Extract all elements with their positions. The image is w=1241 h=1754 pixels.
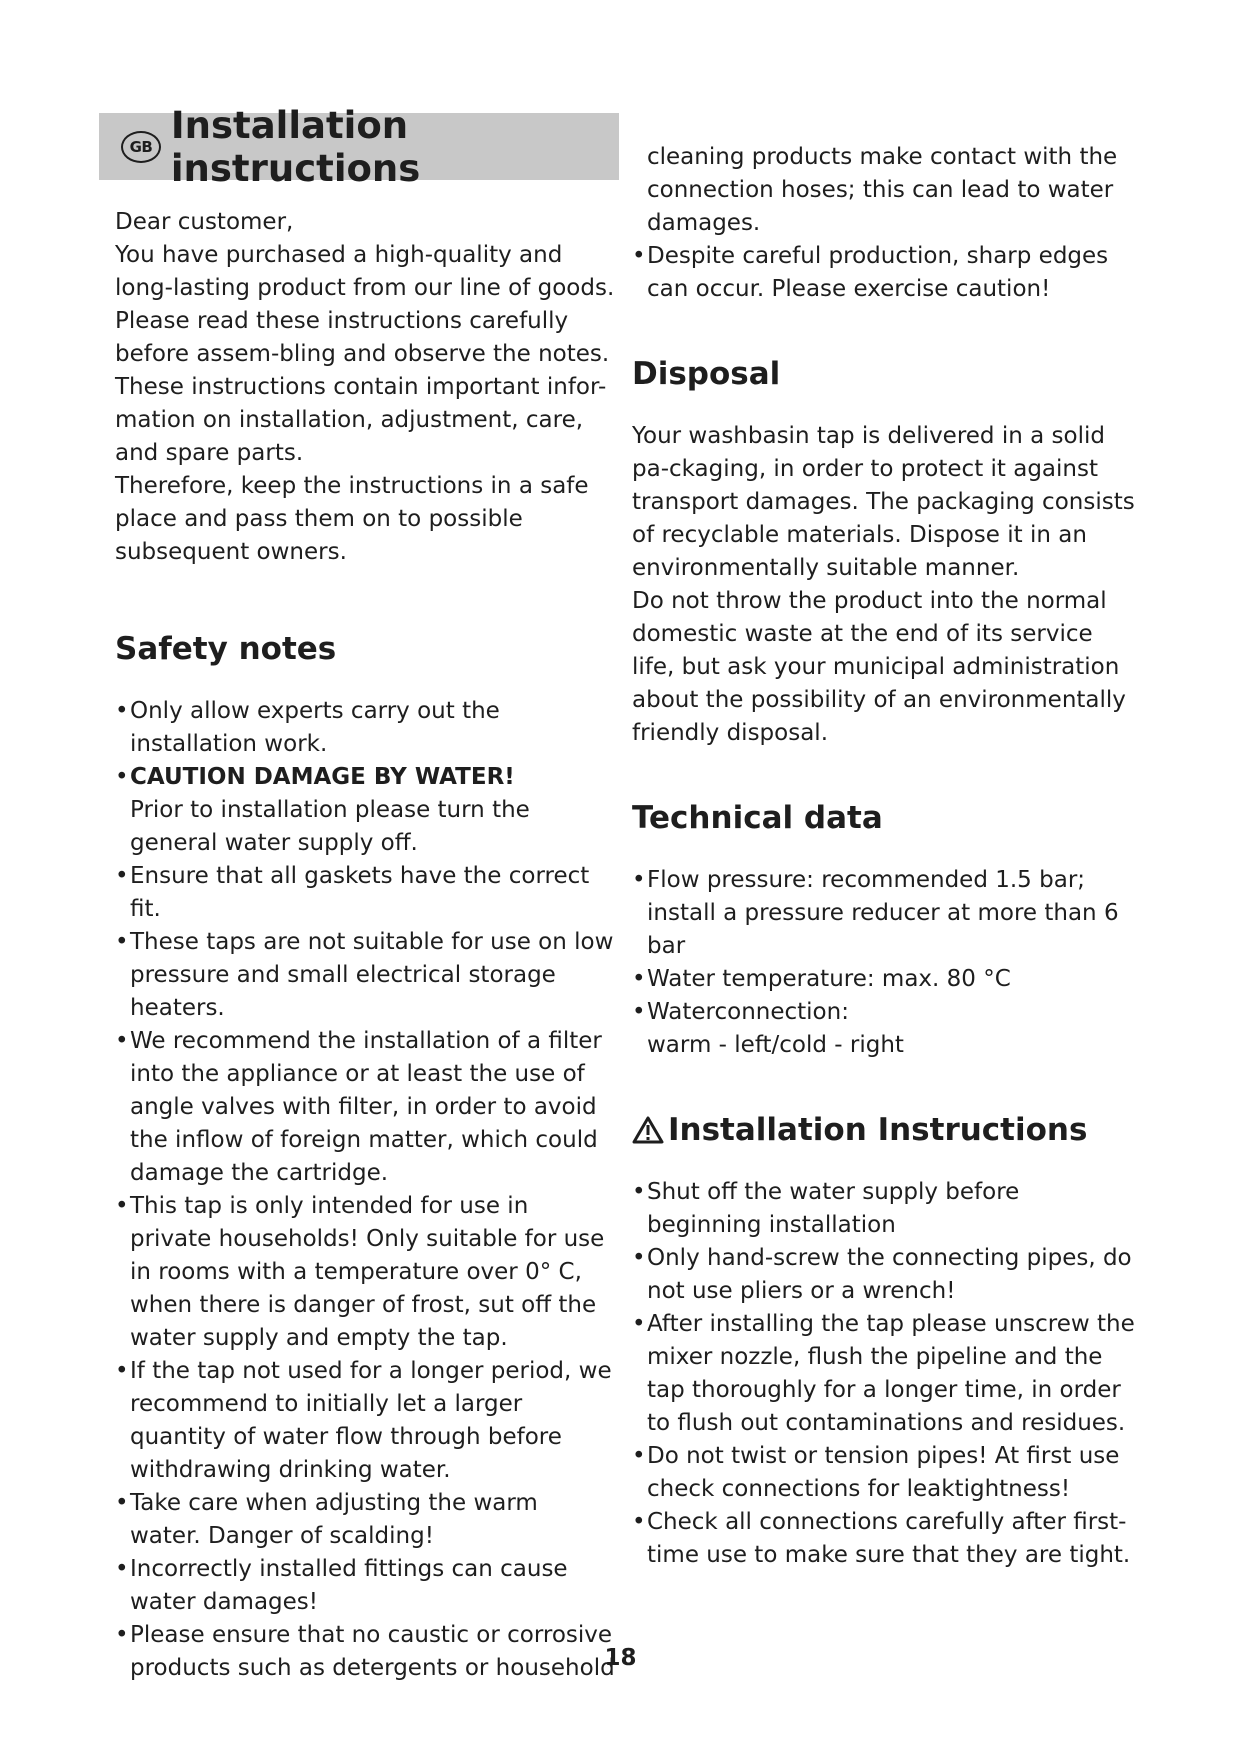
warning-triangle-icon <box>632 1115 664 1145</box>
list-item: • Water temperature: max. 80 °C <box>632 963 1137 996</box>
list-item: • Ensure that all gaskets have the correct fit. <box>115 860 615 926</box>
safety-list <box>115 695 615 1685</box>
connection-detail: warm - left/cold - right <box>647 1032 904 1058</box>
gb-country-badge: GB <box>121 131 161 163</box>
intro-greeting: Dear customer, <box>115 209 294 235</box>
disposal-paragraph: Do not throw the product into the normal domestic waste at the end of its service life, but ask your municipal administration about the possibility of an environmentally friendly disposal. <box>632 588 1126 746</box>
list-item: • Only hand-screw the connecting pipes, do not use pliers or a wrench! <box>632 1242 1137 1308</box>
list-item: • If the tap not used for a longer period, we recommend to initially let a larger quantity of water flow through before withdrawing drinking water. <box>115 1355 615 1487</box>
caution-label: CAUTION DAMAGE BY WATER! <box>130 764 515 790</box>
list-item: • These taps are not suitable for use on low pressure and small electrical storage heaters. <box>115 926 615 1025</box>
intro-paragraph: Therefore, keep the instructions in a safe place and pass them on to possible subsequent owners. <box>115 473 589 565</box>
list-item: • Incorrectly installed fittings can cause water damages! <box>115 1553 615 1619</box>
page-number: 18 <box>604 1645 637 1671</box>
list-item: • Do not twist or tension pipes! At first use check connections for leaktightness! <box>632 1440 1137 1506</box>
list-item: • Despite careful production, sharp edges can occur. Please exercise caution! <box>632 240 1137 306</box>
caution-detail: Prior to installation please turn the general water supply off. <box>130 797 530 856</box>
install-list <box>632 1176 1137 1572</box>
page-title: Installation instructions <box>170 103 421 190</box>
safety-heading: Safety notes <box>115 631 337 667</box>
list-item: • Check all connections carefully after first-time use to make sure that they are tight. <box>632 1506 1137 1572</box>
list-item: • Shut off the water supply before beginning installation <box>632 1176 1137 1242</box>
intro-section <box>115 206 615 569</box>
list-item: • Please ensure that no caustic or corrosive products such as detergents or household <box>115 1619 615 1685</box>
list-item: • This tap is only intended for use in private households! Only suitable for use in rooms with a temperature over 0° C, when there is danger of frost, sut off the water supply and empty the tap. <box>115 1190 615 1355</box>
disposal-heading: Disposal <box>632 356 781 392</box>
intro-paragraph: You have purchased a high-quality and long-lasting product from our line of goods. Please read these instructions carefully before assem-bling and observe the notes. <box>115 242 615 367</box>
list-item: • Only allow experts carry out the installation work. <box>115 695 615 761</box>
disposal-paragraph: Your washbasin tap is delivered in a solid pa-ckaging, in order to protect it against transport damages. The packaging consists of recyclable materials. Dispose it in an environmentally suitable manner. <box>632 423 1135 581</box>
list-item: • Flow pressure: recommended 1.5 bar; install a pressure reducer at more than 6 bar <box>632 864 1137 963</box>
continued-list <box>632 240 1137 306</box>
technical-list <box>632 864 1137 1062</box>
install-heading <box>632 1110 1137 1150</box>
title-bar <box>99 103 619 190</box>
right-column <box>632 141 1137 1572</box>
continued-text: cleaning products make contact with the connection hoses; this can lead to water damages. <box>647 144 1118 236</box>
intro-paragraph: These instructions contain important infor-mation on installation, adjustment, care, and spare parts. <box>115 374 607 466</box>
disposal-section <box>632 420 1137 750</box>
list-item: • Take care when adjusting the warm water. Danger of scalding! <box>115 1487 615 1553</box>
technical-heading: Technical data <box>632 800 883 836</box>
left-column <box>115 206 615 1685</box>
list-item: • We recommend the installation of a filter into the appliance or at least the use of angle valves with filter, in order to avoid the inflow of foreign matter, which could damage the cartridge. <box>115 1025 615 1190</box>
list-item-connection <box>632 996 1137 1062</box>
install-heading-text: Installation Instructions <box>668 1112 1088 1148</box>
connection-label: Waterconnection: <box>647 999 849 1025</box>
list-item-caution <box>115 761 615 860</box>
list-item: • After installing the tap please unscrew the mixer nozzle, flush the pipeline and the tap thoroughly for a longer time, in order to flush out contaminations and residues. <box>632 1308 1137 1440</box>
